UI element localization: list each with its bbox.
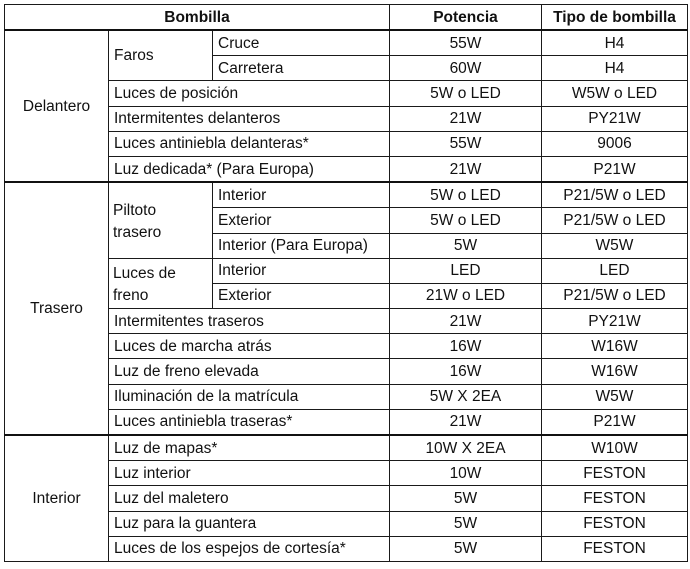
bulb-name: Luz dedicada* (Para Europa) — [109, 156, 390, 182]
bulb-power: 5W X 2EA — [390, 384, 542, 409]
header-type: Tipo de bombilla — [542, 5, 688, 31]
bulb-name: Luces antiniebla delanteras* — [109, 131, 390, 156]
bulb-power: 10W — [390, 461, 542, 486]
bulb-power: 21W — [390, 156, 542, 182]
bulb-name: Luces de posición — [109, 81, 390, 106]
bulb-type: PY21W — [542, 309, 688, 334]
bulb-name: Luces de los espejos de cortesía* — [109, 536, 390, 561]
bulb-type: W10W — [542, 435, 688, 461]
bulb-type: W5W — [542, 233, 688, 258]
bulb-power: 5W o LED — [390, 182, 542, 208]
bulb-name: Iluminación de la matrícula — [109, 384, 390, 409]
bulb-name: Cruce — [213, 30, 390, 56]
bulb-type: FESTON — [542, 536, 688, 561]
subgroup-label-line: trasero — [113, 224, 162, 242]
bulb-name: Carretera — [213, 56, 390, 81]
bulb-type: P21/5W o LED — [542, 208, 688, 233]
bulb-type: PY21W — [542, 106, 688, 131]
bulb-type: W16W — [542, 359, 688, 384]
bulb-name: Intermitentes traseros — [109, 309, 390, 334]
group-label-front: Delantero — [5, 30, 109, 182]
table-header-row — [5, 5, 688, 31]
bulb-type: 9006 — [542, 131, 688, 156]
front-group — [5, 30, 688, 182]
bulb-power: LED — [390, 258, 542, 283]
bulb-name: Interior — [213, 258, 390, 283]
table-row — [5, 435, 688, 461]
bulb-power: 21W — [390, 409, 542, 435]
bulb-power: 21W — [390, 106, 542, 131]
subgroup-label-headlamps: Faros — [109, 30, 213, 81]
rear-group — [5, 182, 688, 435]
subgroup-label-line: Piltoto — [113, 202, 157, 220]
subgroup-label-line: Luces de — [113, 265, 176, 283]
header-power: Potencia — [390, 5, 542, 31]
bulb-type: P21/5W o LED — [542, 182, 688, 208]
bulb-power: 16W — [390, 359, 542, 384]
bulb-power: 5W — [390, 486, 542, 511]
bulb-name: Interior (Para Europa) — [213, 233, 390, 258]
bulb-name: Luz para la guantera — [109, 511, 390, 536]
group-label-interior: Interior — [5, 435, 109, 561]
bulb-name: Interior — [213, 182, 390, 208]
bulb-power: 60W — [390, 56, 542, 81]
bulb-name: Exterior — [213, 208, 390, 233]
bulb-power: 5W o LED — [390, 81, 542, 106]
bulb-type: FESTON — [542, 486, 688, 511]
bulb-power: 21W o LED — [390, 283, 542, 308]
bulb-name: Luz de freno elevada — [109, 359, 390, 384]
bulb-name: Luces antiniebla traseras* — [109, 409, 390, 435]
bulb-type: H4 — [542, 30, 688, 56]
bulb-power: 5W — [390, 511, 542, 536]
bulb-power: 55W — [390, 131, 542, 156]
bulb-name: Exterior — [213, 283, 390, 308]
header-bulb: Bombilla — [5, 5, 390, 31]
bulb-name: Luz del maletero — [109, 486, 390, 511]
bulb-type: P21/5W o LED — [542, 283, 688, 308]
bulb-name: Intermitentes delanteros — [109, 106, 390, 131]
bulb-power: 16W — [390, 334, 542, 359]
group-label-rear: Trasero — [5, 182, 109, 435]
table-row — [5, 30, 688, 56]
bulb-name: Luces de marcha atrás — [109, 334, 390, 359]
bulb-power: 5W — [390, 233, 542, 258]
bulb-type: W5W o LED — [542, 81, 688, 106]
bulb-type: FESTON — [542, 511, 688, 536]
bulb-type: FESTON — [542, 461, 688, 486]
bulb-power: 5W o LED — [390, 208, 542, 233]
subgroup-label-taillamp — [109, 182, 213, 258]
bulb-name: Luz interior — [109, 461, 390, 486]
bulb-type: P21W — [542, 409, 688, 435]
bulb-power: 55W — [390, 30, 542, 56]
subgroup-label-brake — [109, 258, 213, 308]
bulb-type: W16W — [542, 334, 688, 359]
bulb-power: 10W X 2EA — [390, 435, 542, 461]
bulb-power: 5W — [390, 536, 542, 561]
table-row — [5, 182, 688, 208]
subgroup-label-line: freno — [113, 287, 149, 305]
bulb-specification-table — [4, 4, 688, 562]
bulb-type: P21W — [542, 156, 688, 182]
bulb-power: 21W — [390, 309, 542, 334]
bulb-type: W5W — [542, 384, 688, 409]
interior-group — [5, 435, 688, 561]
bulb-type: H4 — [542, 56, 688, 81]
bulb-type: LED — [542, 258, 688, 283]
bulb-name: Luz de mapas* — [109, 435, 390, 461]
